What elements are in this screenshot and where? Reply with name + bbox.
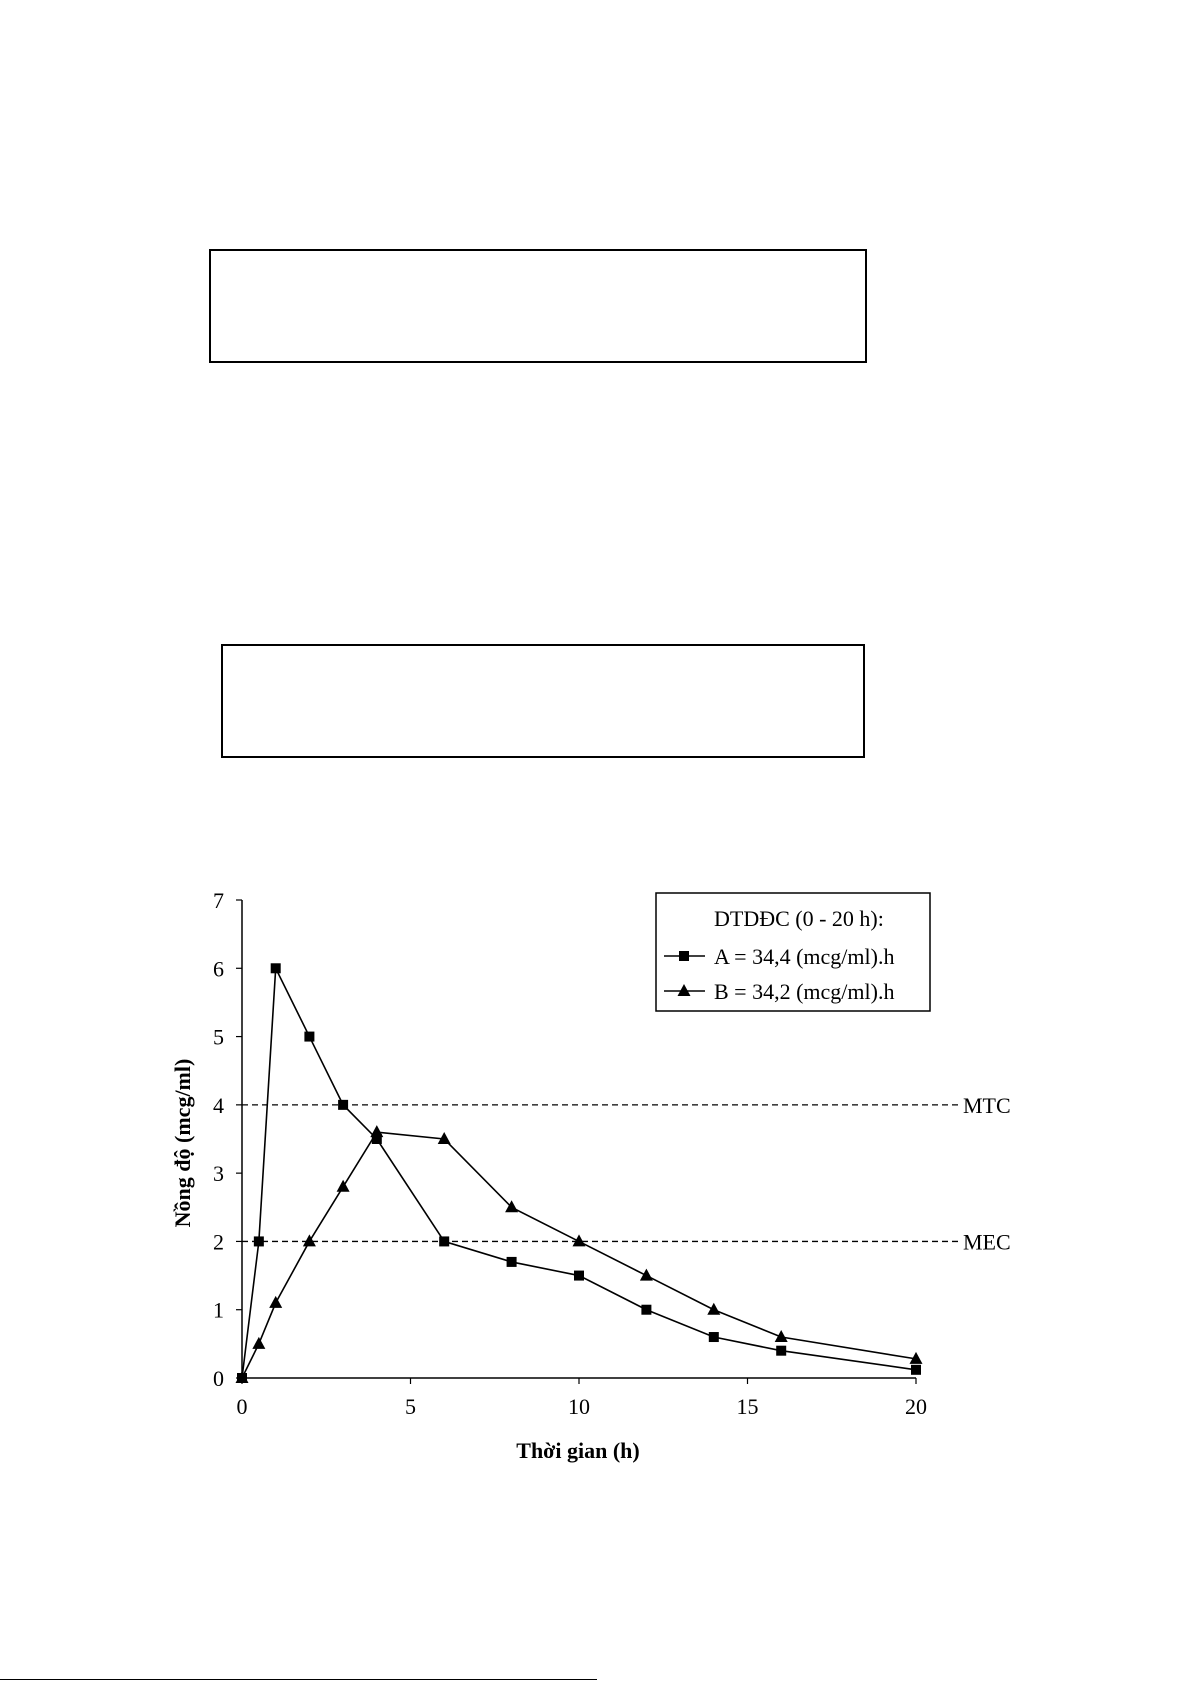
- series-line: [242, 968, 916, 1378]
- data-point: [254, 1236, 264, 1246]
- legend: [656, 893, 930, 1011]
- data-point: [574, 1271, 584, 1281]
- data-point: [641, 1305, 651, 1315]
- reference-label: MTC: [963, 1092, 1011, 1118]
- y-tick-label: 1: [213, 1297, 224, 1323]
- series-b: [236, 1125, 923, 1383]
- x-tick-label: 15: [736, 1394, 759, 1419]
- legend-entry: B = 34,2 (mcg/ml).h: [714, 979, 895, 1004]
- data-point: [271, 963, 281, 973]
- series-layer: [236, 963, 923, 1383]
- data-point: [776, 1346, 786, 1356]
- data-point: [337, 1180, 350, 1192]
- data-point: [507, 1257, 517, 1267]
- y-tick-label: 3: [213, 1161, 224, 1187]
- data-point: [252, 1337, 265, 1349]
- data-point: [370, 1125, 383, 1137]
- x-tick-label: 0: [236, 1394, 248, 1419]
- data-point: [707, 1303, 720, 1315]
- series-a: [237, 963, 921, 1383]
- data-point: [269, 1296, 282, 1308]
- reference-label: MEC: [963, 1229, 1011, 1255]
- data-point: [573, 1234, 586, 1246]
- y-tick-label: 5: [213, 1024, 224, 1050]
- y-tick-label: 0: [213, 1366, 224, 1391]
- y-tick-label: 2: [213, 1229, 224, 1255]
- data-point: [303, 1234, 316, 1246]
- x-axis-label: Thời gian (h): [516, 1438, 640, 1463]
- x-tick-label: 10: [568, 1394, 590, 1419]
- y-tick-label: 7: [213, 888, 224, 913]
- reference-lines: [242, 1093, 1011, 1255]
- data-point: [338, 1100, 348, 1110]
- y-axis-label: Nồng độ (mcg/ml): [170, 1058, 195, 1228]
- data-point: [304, 1032, 314, 1042]
- series-line: [242, 1132, 916, 1378]
- legend-title: DTDĐC (0 - 20 h):: [714, 906, 884, 931]
- y-tick-label: 4: [213, 1092, 224, 1118]
- x-tick-label: 5: [405, 1394, 416, 1419]
- data-point: [640, 1269, 653, 1281]
- legend-marker: [679, 951, 689, 961]
- data-point: [439, 1236, 449, 1246]
- data-point: [709, 1332, 719, 1342]
- y-tick-label: 6: [213, 956, 224, 982]
- x-tick-label: 20: [905, 1394, 927, 1419]
- footnote-rule: [0, 1679, 597, 1680]
- data-point: [911, 1365, 921, 1375]
- legend-entry: A = 34,4 (mcg/ml).h: [714, 944, 895, 969]
